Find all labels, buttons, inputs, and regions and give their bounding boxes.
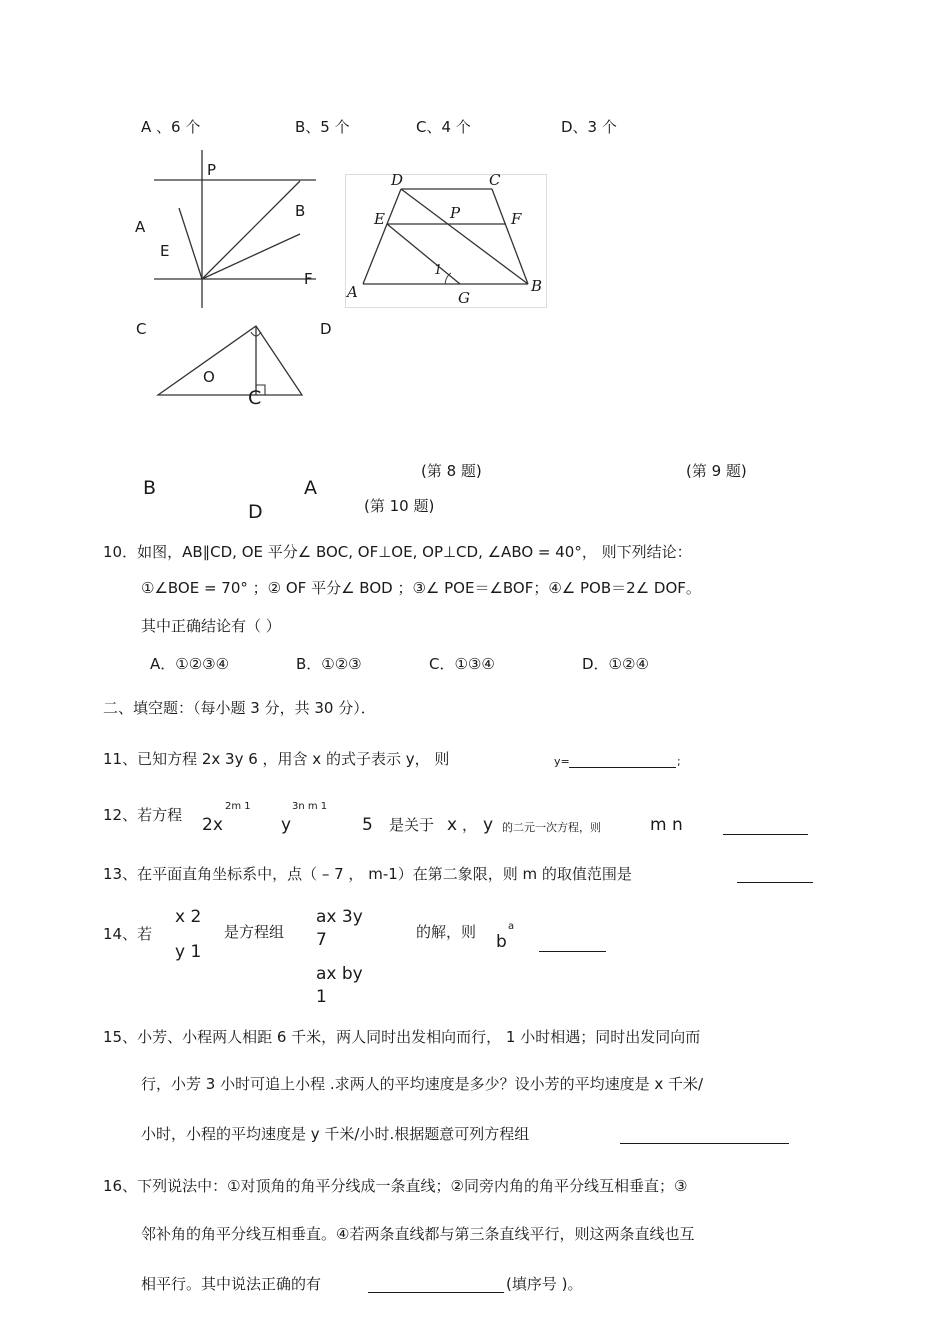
q13-answer-blank[interactable] <box>737 882 813 883</box>
q11-y-equals: y= <box>554 755 570 768</box>
fig10-label-c: C <box>136 320 147 338</box>
figure-10-lines <box>140 148 340 318</box>
q14-eq2-left: ax by <box>316 964 363 984</box>
fig10-caption: (第 10 题) <box>364 497 435 515</box>
q16-answer-blank[interactable] <box>368 1292 504 1293</box>
q11-end: ; <box>677 755 681 768</box>
fig9-label-p: P <box>450 204 461 222</box>
fig10-label-c-bottom: C <box>248 387 262 409</box>
q15-line-1: 15、小芳、小程两人相距 6 千米，两人同时出发相向而行， 1 小时相遇；同时出发同向而 <box>103 1028 701 1046</box>
q12-small-text: 的二元一次方程，则 <box>502 821 601 834</box>
q12-mid: 是关于 <box>389 816 435 834</box>
q11-answer-blank[interactable] <box>569 767 676 768</box>
fig10-label-a-low: A <box>304 477 317 499</box>
fig10-label-a: A <box>135 218 146 236</box>
figure-9-trapezoid <box>345 171 547 308</box>
q14-x-eq: x 2 <box>175 907 202 927</box>
q12-rhs: 5 <box>362 815 373 835</box>
q12-lead: 12、若方程 <box>103 806 183 824</box>
q16-line-3a: 相平行。其中说法正确的有 <box>141 1275 322 1293</box>
q13-text: 13、在平面直角坐标系中，点（ – 7 ， m-1）在第二象限，则 m 的取值范围是 <box>103 865 632 883</box>
q10-option-d: D．①②④ <box>582 655 649 673</box>
fig10-label-o: O <box>203 368 215 386</box>
fig9-label-a: A <box>347 283 358 301</box>
q10-option-a: A．①②③④ <box>150 655 230 673</box>
fig9-label-1: 1 <box>434 263 443 278</box>
figure-8-triangle <box>150 318 310 408</box>
q10-stem: 10．如图，AB∥CD, OE 平分∠ BOC, OF⊥OE, OP⊥CD, ∠ABO = 40°， 则下列结论： <box>103 543 692 561</box>
fig10-label-e: E <box>160 242 170 260</box>
q16-line-2: 邻补角的角平分线互相垂直。④若两条直线都与第三条直线平行，则这两条直线也互 <box>141 1225 695 1243</box>
fig10-label-p: P <box>207 161 217 179</box>
q15-line-3: 小时，小程的平均速度是 y 千米/小时.根据题意可列方程组 <box>141 1125 530 1143</box>
q12-base-y: y <box>281 815 292 835</box>
q12-base-x: 2x <box>202 815 223 835</box>
q9-option-b: B、5 个 <box>295 118 350 136</box>
q12-exponent-1: 2m 1 <box>225 801 251 812</box>
fig10-label-b: B <box>295 202 306 220</box>
q12-exponent-2: 3n m 1 <box>292 801 328 812</box>
fig8-caption: (第 8 题) <box>421 462 482 480</box>
fig10-label-d: D <box>320 320 332 338</box>
section-2-heading: 二、填空题：（每小题 3 分，共 30 分）． <box>103 699 376 717</box>
fig9-label-d: D <box>391 171 404 189</box>
q10-option-c: C．①③④ <box>429 655 495 673</box>
q12-comma: ， <box>462 816 478 834</box>
q16-line-3b: (填序号 )。 <box>506 1275 583 1293</box>
q10-prompt: 其中正确结论有（ ） <box>141 617 281 635</box>
q15-answer-blank[interactable] <box>620 1143 789 1144</box>
q9-option-c: C、4 个 <box>416 118 471 136</box>
q10-statements: ①∠BOE = 70° ；② OF 平分∠ BOD ；③∠ POE＝∠BOF；④∠ POB＝2∠ DOF。 <box>141 579 701 597</box>
q14-eq2-right: 1 <box>316 987 327 1007</box>
fig10-label-d-low: D <box>248 501 263 523</box>
fig9-caption: (第 9 题) <box>686 462 747 480</box>
fig10-label-f: F <box>304 270 313 288</box>
q12-var-y: y <box>483 815 494 835</box>
q12-answer-blank[interactable] <box>723 834 808 835</box>
fig9-label-e: E <box>374 210 385 228</box>
q14-mid: 是方程组 <box>224 923 285 941</box>
q10-option-b: B．①②③ <box>296 655 362 673</box>
q9-option-a: A 、6 个 <box>141 118 201 136</box>
q14-exponent-a: a <box>508 921 515 932</box>
fig9-label-f: F <box>511 210 522 228</box>
q14-answer-blank[interactable] <box>539 951 606 952</box>
q15-line-2: 行，小芳 3 小时可追上小程 .求两人的平均速度是多少？设小芳的平均速度是 x 千米/ <box>141 1075 704 1093</box>
q9-option-d: D、3 个 <box>561 118 617 136</box>
fig10-label-b-low: B <box>143 477 157 499</box>
q14-tail: 的解，则 <box>416 923 477 941</box>
fig9-label-b: B <box>531 277 543 295</box>
q12-var-x: x <box>447 815 458 835</box>
q14-eq1-left: ax 3y <box>316 907 363 927</box>
q11-text: 11、已知方程 2x 3y 6 ，用含 x 的式子表示 y， 则 <box>103 750 450 768</box>
q14-lead: 14、若 <box>103 925 153 943</box>
q14-base-b: b <box>496 932 507 952</box>
fig9-label-g: G <box>458 289 470 307</box>
q14-y-eq: y 1 <box>175 942 202 962</box>
q16-line-1: 16、下列说法中：①对顶角的角平分线成一条直线；②同旁内角的角平分线互相垂直；③ <box>103 1177 688 1195</box>
q12-mn: m n <box>650 815 683 835</box>
fig9-label-c: C <box>489 171 501 189</box>
q14-eq1-right: 7 <box>316 930 327 950</box>
